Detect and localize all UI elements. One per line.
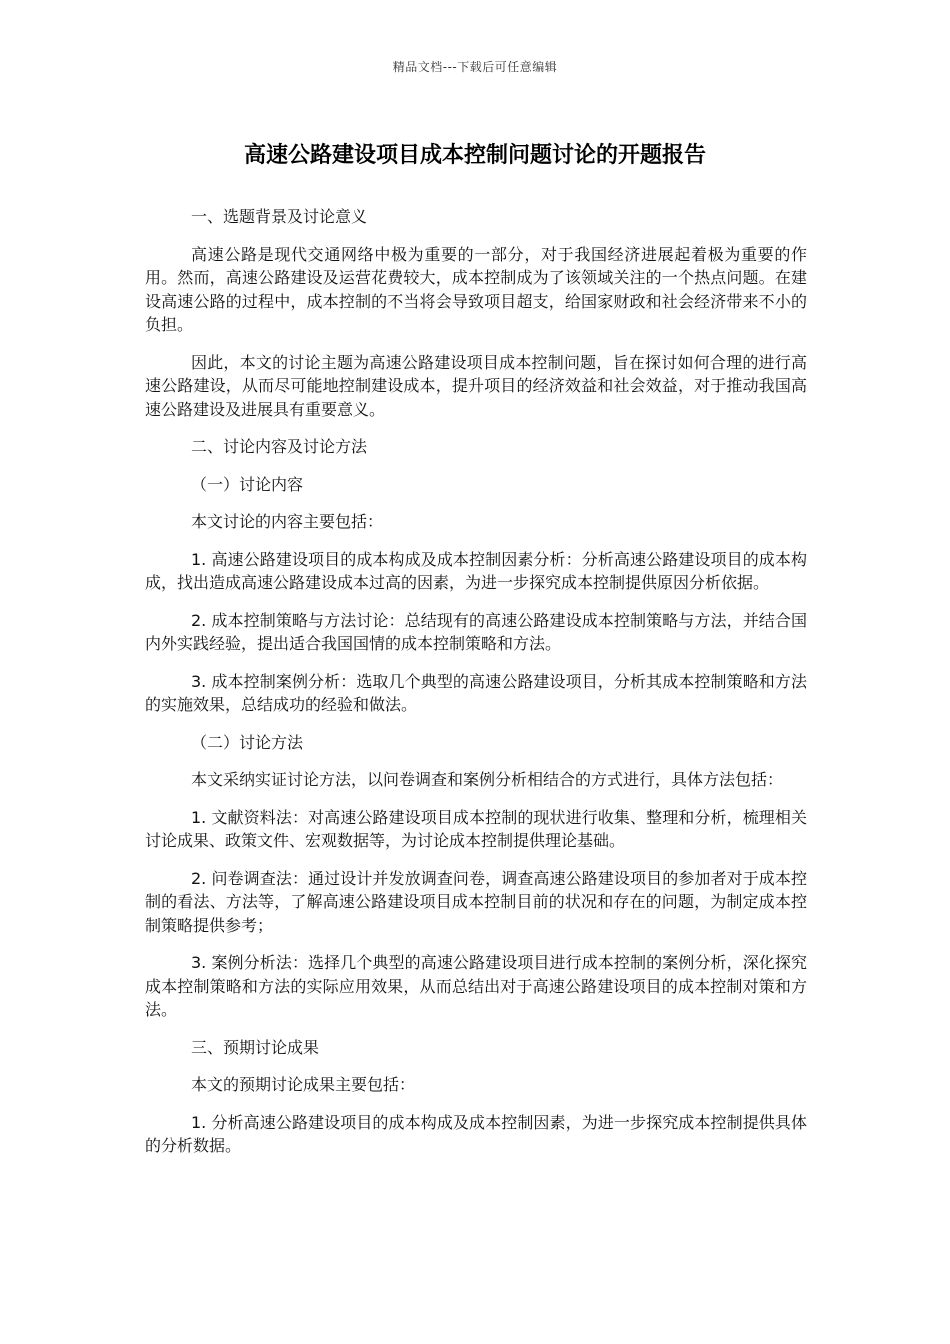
paragraph: 因此，本文的讨论主题为高速公路建设项目成本控制问题，旨在探讨如何合理的进行高速公路建设，从而尽可能地控制建设成本，提升项目的经济效益和社会效益，对于推动我国高速公路建设及进展具有重要意义。: [145, 352, 807, 419]
paragraph: 本文的预期讨论成果主要包括：: [191, 1075, 416, 1094]
subsection-heading-1: （一）讨论内容: [191, 474, 304, 494]
list-item: 1. 高速公路建设项目的成本构成及成本控制因素分析：分析高速公路建设项目的成本构成，找出造成高速公路建设成本过高的因素，为进一步探究成本控制提供原因分析依据。: [145, 549, 807, 592]
document-body: [145, 205, 807, 1172]
document-title: 高速公路建设项目成本控制问题讨论的开题报告: [243, 143, 706, 168]
section-heading-1: 一、选题背景及讨论意义: [191, 207, 368, 226]
list-item: 3. 案例分析法：选择几个典型的高速公路建设项目进行成本控制的案例分析，深化探究成本控制策略和方法的实际应用效果，从而总结出对于高速公路建设项目的成本控制对策和方法。: [145, 953, 807, 1019]
page-header: 精品文档---下载后可任意编辑: [392, 60, 558, 74]
section-heading-2: 二、讨论内容及讨论方法: [191, 437, 368, 456]
paragraph: 高速公路是现代交通网络中极为重要的一部分，对于我国经济进展起着极为重要的作用。然而，高速公路建设及运营花费较大，成本控制成为了该领域关注的一个热点问题。在建设高速公路的过程中，成本控制的不当将会导致项目超支，给国家财政和社会经济带来不小的负担。: [145, 244, 807, 334]
list-item: 2. 问卷调查法：通过设计并发放调查问卷，调查高速公路建设项目的参加者对于成本控制的看法、方法等，了解高速公路建设项目成本控制目前的状况和存在的问题，为制定成本控制策略提供参考；: [145, 868, 807, 935]
list-item: 1. 文献资料法：对高速公路建设项目成本控制的现状进行收集、整理和分析，梳理相关讨论成果、政策文件、宏观数据等，为讨论成本控制提供理论基础。: [145, 807, 807, 850]
list-item: 2. 成本控制策略与方法讨论：总结现有的高速公路建设成本控制策略与方法，并结合国内外实践经验，提出适合我国国情的成本控制策略和方法。: [145, 610, 807, 653]
paragraph: 本文采纳实证讨论方法，以问卷调查和案例分析相结合的方式进行，具体方法包括：: [191, 770, 784, 789]
paragraph: 本文讨论的内容主要包括：: [191, 512, 384, 531]
subsection-heading-2: （二）讨论方法: [191, 732, 304, 752]
section-heading-3: 三、预期讨论成果: [191, 1037, 320, 1057]
list-item: 3. 成本控制案例分析：选取几个典型的高速公路建设项目，分析其成本控制策略和方法的实施效果，总结成功的经验和做法。: [145, 671, 807, 714]
list-item: 1. 分析高速公路建设项目的成本构成及成本控制因素，为进一步探究成本控制提供具体的分析数据。: [145, 1112, 807, 1155]
